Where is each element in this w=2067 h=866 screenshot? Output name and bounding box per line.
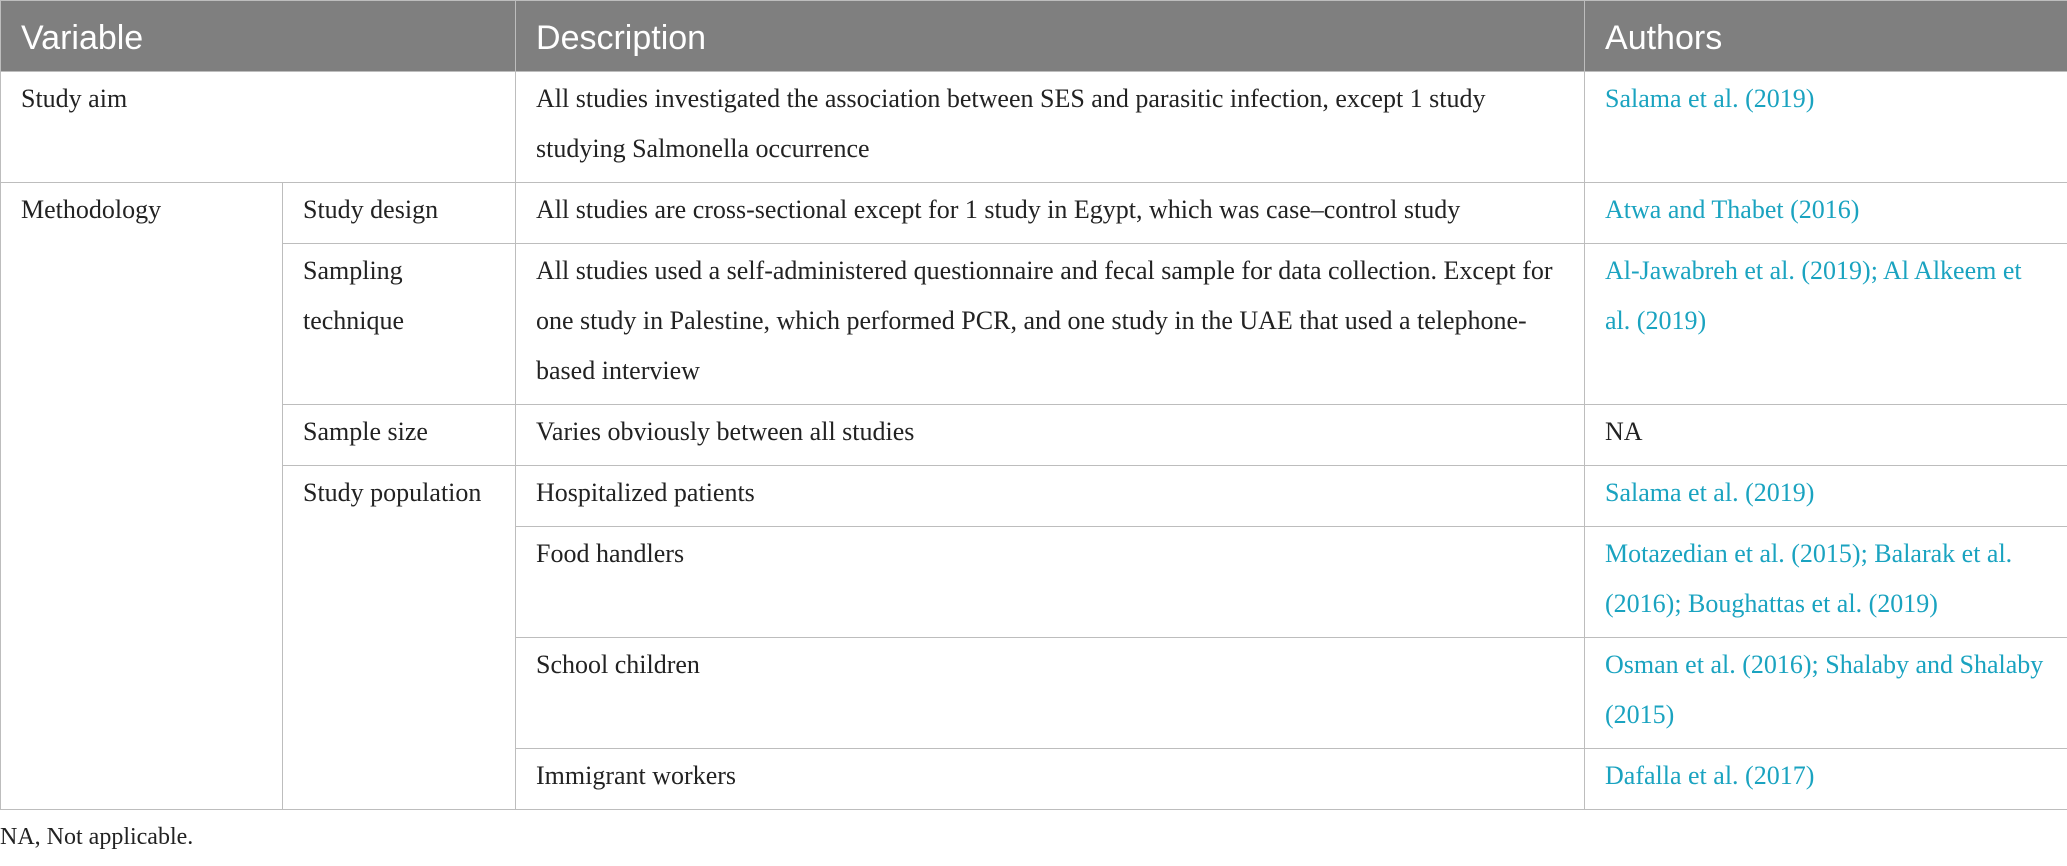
- table-row: [1, 183, 2067, 244]
- description-cell: Food handlers: [516, 527, 1585, 638]
- variable-cell: Methodology: [1, 183, 283, 810]
- table-row: [1, 466, 2067, 527]
- authors-link[interactable]: Salama et al. (2019): [1585, 72, 2067, 183]
- table-footnote: NA, Not applicable.: [0, 824, 194, 850]
- description-cell: School children: [516, 638, 1585, 749]
- table-row: [1, 244, 2067, 405]
- description-cell: All studies are cross-sectional except for 1 study in Egypt, which was case–control study: [516, 183, 1585, 244]
- authors-link[interactable]: Al-Jawabreh et al. (2019); Al Alkeem et al. (2019): [1585, 244, 2067, 405]
- authors-link[interactable]: Dafalla et al. (2017): [1585, 749, 2067, 810]
- header-authors: Authors: [1585, 1, 2067, 72]
- authors-link[interactable]: Salama et al. (2019): [1585, 466, 2067, 527]
- authors-link[interactable]: Motazedian et al. (2015); Balarak et al. (2016); Boughattas et al. (2019): [1585, 527, 2067, 638]
- authors-link[interactable]: Atwa and Thabet (2016): [1585, 183, 2067, 244]
- description-cell: Hospitalized patients: [516, 466, 1585, 527]
- table-row: [1, 72, 2067, 183]
- sub-variable-cell: Sampling technique: [283, 244, 516, 405]
- description-cell: Immigrant workers: [516, 749, 1585, 810]
- sub-variable-cell: Sample size: [283, 405, 516, 466]
- header-row: [1, 1, 2067, 72]
- sub-variable-cell: Study design: [283, 183, 516, 244]
- description-cell: All studies used a self-administered questionnaire and fecal sample for data collection. Except for one study in Palestine, which performed PCR, and one study in the UAE that used a telephone-based interview: [516, 244, 1585, 405]
- description-cell: Varies obviously between all studies: [516, 405, 1585, 466]
- sub-variable-cell: Study population: [283, 466, 516, 810]
- authors-cell: NA: [1585, 405, 2067, 466]
- variable-cell: Study aim: [1, 72, 516, 183]
- description-cell: All studies investigated the association between SES and parasitic infection, except 1 study studying Salmonella occurrence: [516, 72, 1585, 183]
- authors-link[interactable]: Osman et al. (2016); Shalaby and Shalaby (2015): [1585, 638, 2067, 749]
- header-description: Description: [516, 1, 1585, 72]
- table-row: [1, 405, 2067, 466]
- header-variable: Variable: [1, 1, 516, 72]
